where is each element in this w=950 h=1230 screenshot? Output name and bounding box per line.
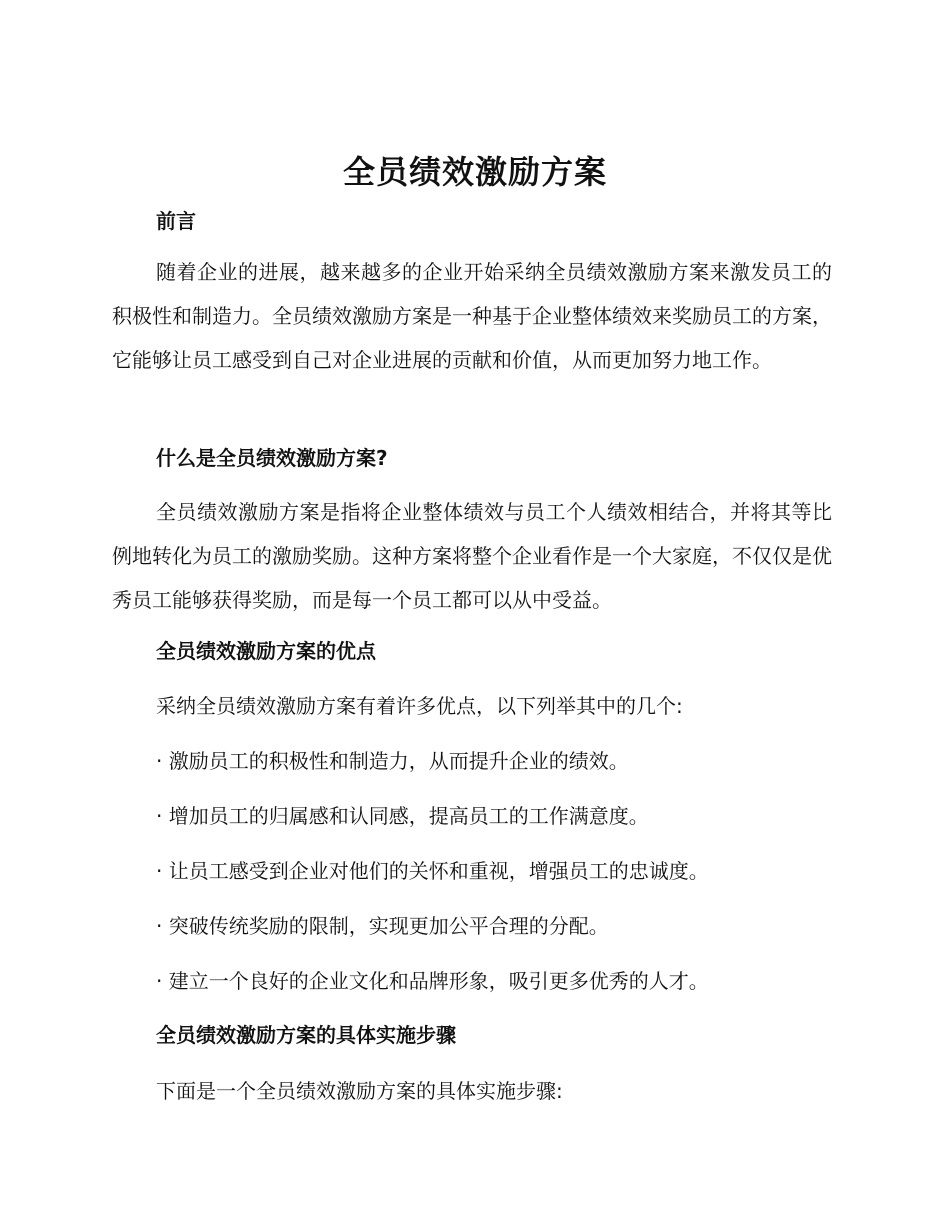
list-item: · 让员工感受到企业对他们的关怀和重视，增强员工的忠诚度。 [156,859,709,883]
section-heading-what: 什么是全员绩效激励方案? [156,446,388,470]
steps-intro: 下面是一个全员绩效激励方案的具体实施步骤: [156,1079,563,1103]
document-title: 全员绩效激励方案 [342,153,607,191]
list-item: · 激励员工的积极性和制造力，从而提升企业的绩效。 [156,749,629,773]
advantages-intro: 采纳全员绩效激励方案有着许多优点，以下列举其中的几个: [156,694,683,718]
section-heading-advantages: 全员绩效激励方案的优点 [156,639,376,663]
list-item: · 建立一个良好的企业文化和品牌形象，吸引更多优秀的人才。 [156,969,709,993]
list-item: · 增加员工的归属感和认同感，提高员工的工作满意度。 [156,804,649,828]
paragraph-intro: 随着企业的进展，越来越多的企业开始采纳全员绩效激励方案来激发员工的积极性和制造力。全员绩效激励方案是一种基于企业整体绩效来奖励员工的方案，它能够让员工感受到自己对企业进展的贡献和价值，从而更加努力地工作。 [112,260,832,372]
list-item: · 突破传统奖励的限制，实现更加公平合理的分配。 [156,914,609,938]
paragraph-what: 全员绩效激励方案是指将企业整体绩效与员工个人绩效相结合，并将其等比例地转化为员工的激励奖励。这种方案将整个企业看作是一个大家庭，不仅仅是优秀员工能够获得奖励，而是每一个员工都可以从中受益。 [112,500,832,612]
section-heading-steps: 全员绩效激励方案的具体实施步骤 [156,1023,456,1047]
section-heading-intro: 前言 [156,209,196,233]
